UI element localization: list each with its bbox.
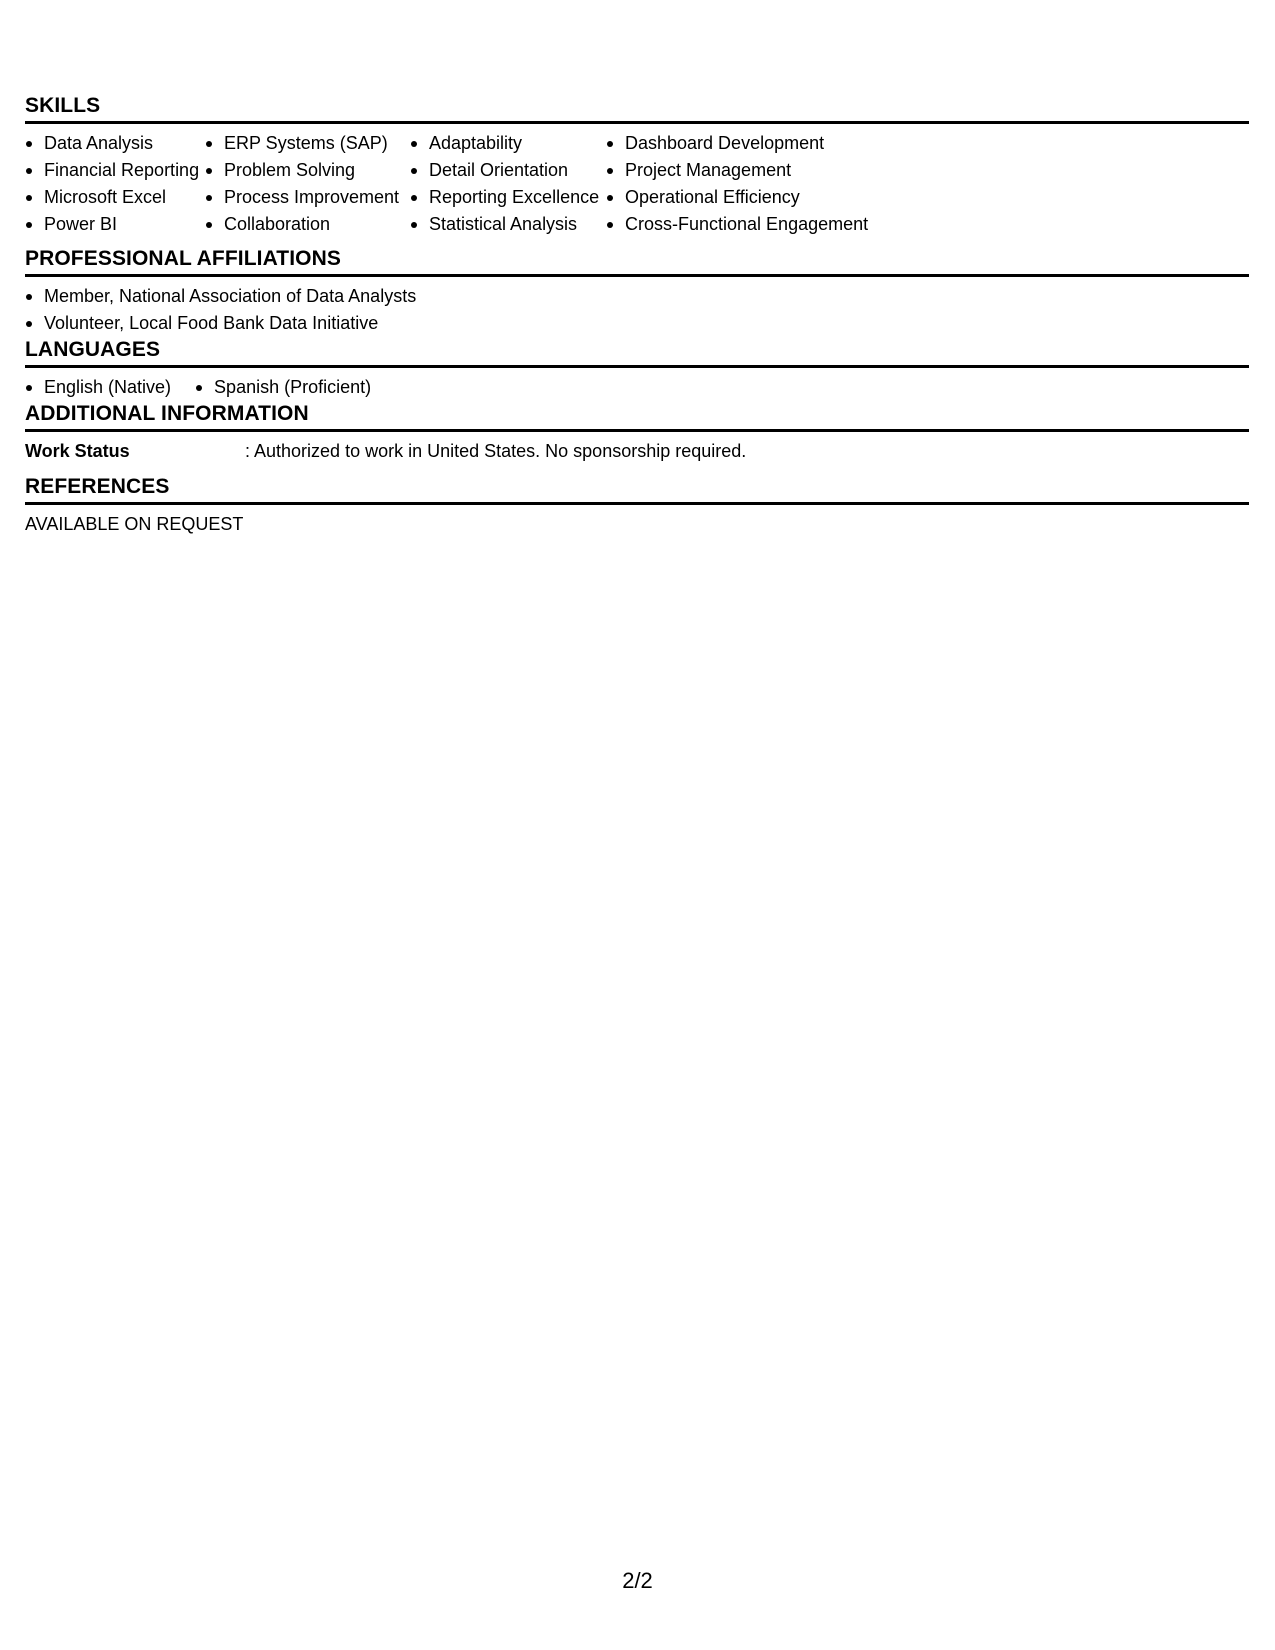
skill-item: Process Improvement <box>205 184 410 211</box>
section-divider <box>25 365 1249 368</box>
language-item: Spanish (Proficient) <box>195 374 371 401</box>
section-divider <box>25 502 1249 505</box>
skill-item: Detail Orientation <box>410 157 606 184</box>
skill-item: Microsoft Excel <box>25 184 205 211</box>
skill-item: Adaptability <box>410 130 606 157</box>
affiliations-heading: PROFESSIONAL AFFILIATIONS <box>25 247 341 270</box>
references-section <box>25 474 1249 538</box>
skill-item: Statistical Analysis <box>410 211 606 238</box>
skills-column-1 <box>25 130 205 238</box>
work-status-label: Work Status <box>25 441 130 461</box>
skill-item: Problem Solving <box>205 157 410 184</box>
skill-item: Project Management <box>606 157 886 184</box>
section-divider <box>25 274 1249 277</box>
languages-list <box>25 374 1249 401</box>
skills-column-4 <box>606 130 886 238</box>
skill-item: Operational Efficiency <box>606 184 886 211</box>
skill-item: Cross-Functional Engagement <box>606 211 886 238</box>
references-text: AVAILABLE ON REQUEST <box>25 514 244 534</box>
references-heading: REFERENCES <box>25 475 170 498</box>
skill-item: Reporting Excellence <box>410 184 606 211</box>
affiliations-section <box>25 246 1249 337</box>
skills-column-2 <box>205 130 410 238</box>
skill-item: ERP Systems (SAP) <box>205 130 410 157</box>
skills-heading: SKILLS <box>25 94 101 117</box>
skills-section <box>25 93 1249 238</box>
page-number: 2/2 <box>622 1568 653 1593</box>
skills-column-3 <box>410 130 606 238</box>
skill-item: Dashboard Development <box>606 130 886 157</box>
languages-section <box>25 337 1249 401</box>
skill-item: Collaboration <box>205 211 410 238</box>
skill-item: Power BI <box>25 211 205 238</box>
affiliation-item: Volunteer, Local Food Bank Data Initiative <box>25 310 1249 337</box>
language-item: English (Native) <box>25 374 171 401</box>
additional-info-section <box>25 401 1249 465</box>
section-divider <box>25 429 1249 432</box>
resume-page <box>25 93 1249 538</box>
work-status-value: : Authorized to work in United States. No sponsorship required. <box>245 441 747 461</box>
skills-grid <box>25 130 1249 238</box>
additional-info-heading: ADDITIONAL INFORMATION <box>25 402 309 425</box>
work-status-row <box>25 438 1249 465</box>
languages-heading: LANGUAGES <box>25 338 161 361</box>
skill-item: Financial Reporting <box>25 157 205 184</box>
affiliations-list <box>25 283 1249 337</box>
section-divider <box>25 121 1249 124</box>
affiliation-item: Member, National Association of Data Analysts <box>25 283 1249 310</box>
skill-item: Data Analysis <box>25 130 205 157</box>
